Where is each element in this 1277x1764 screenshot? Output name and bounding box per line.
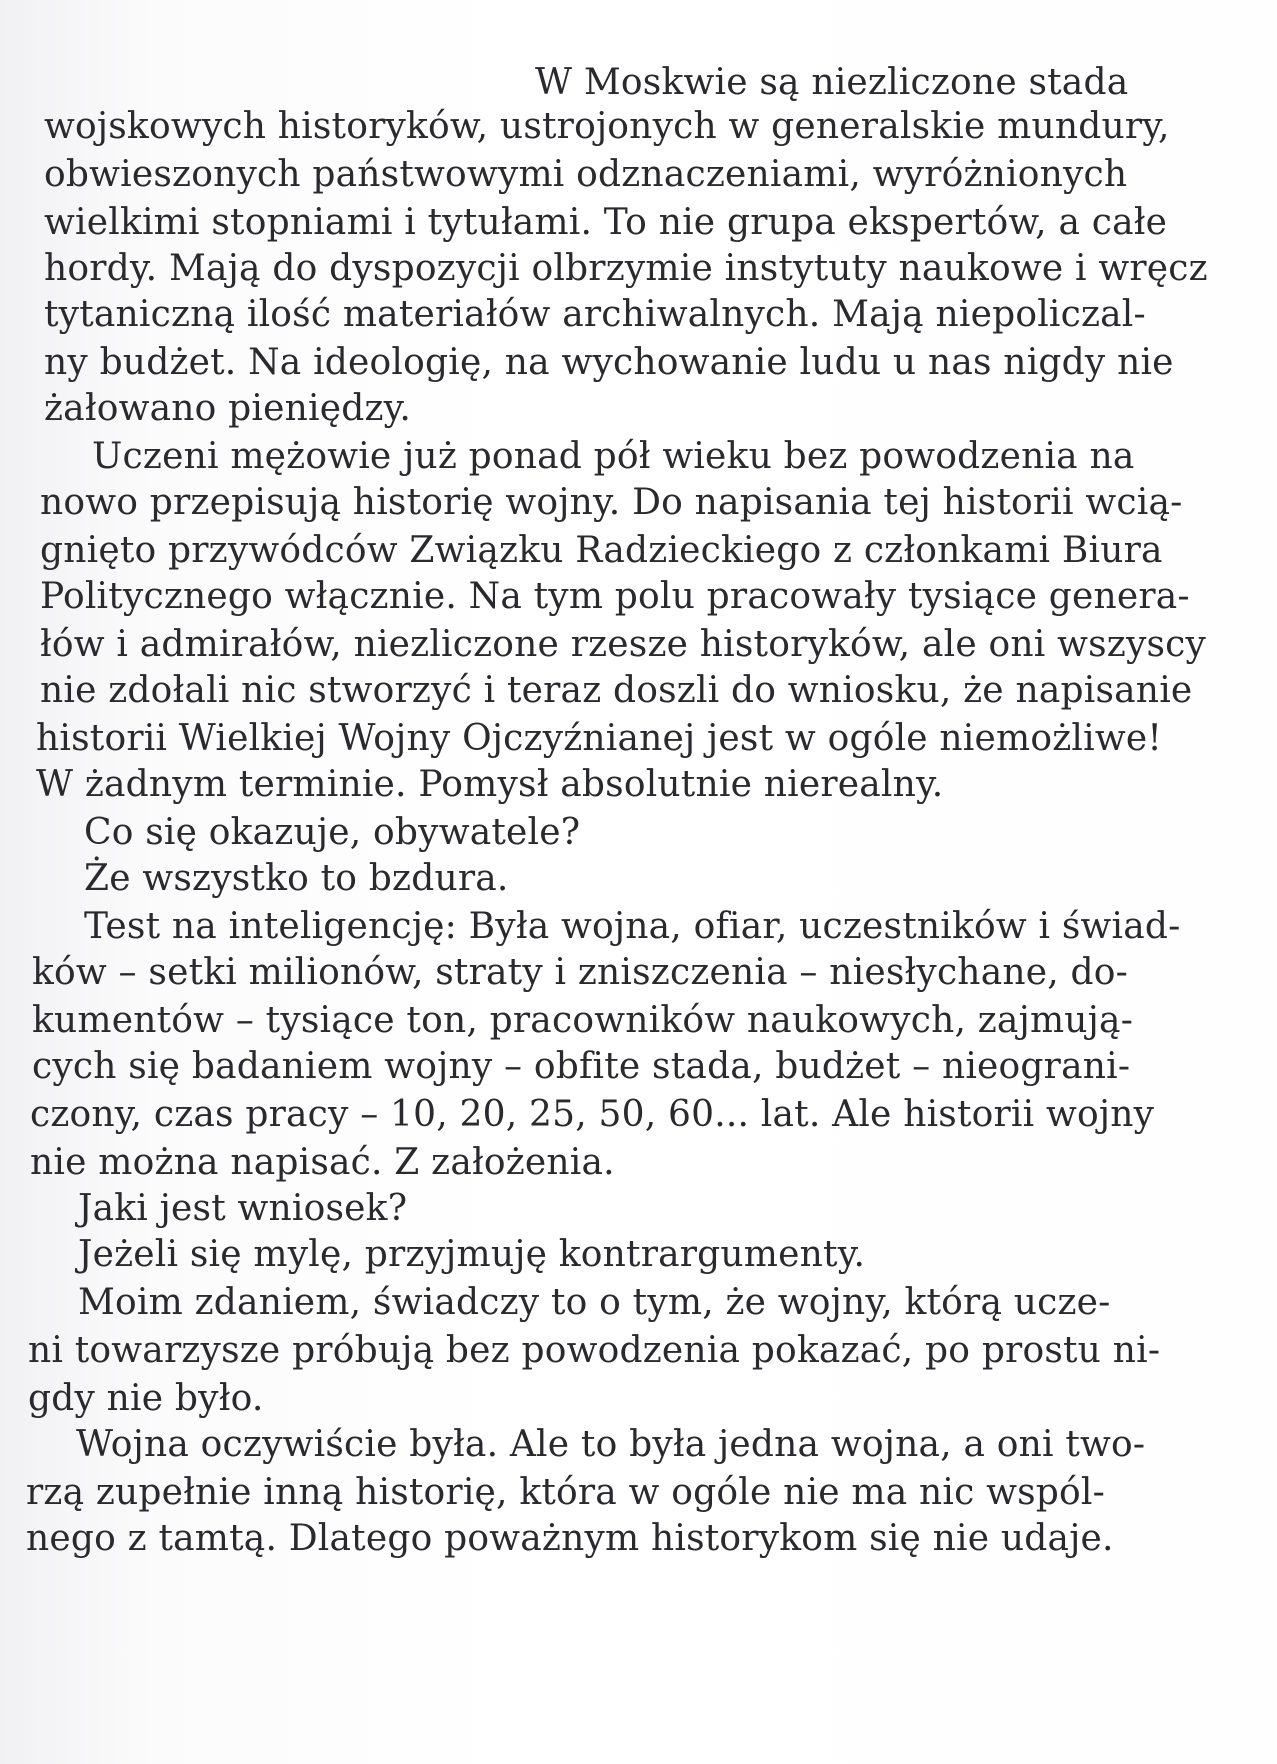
text-line: Uczeni mężowie już ponad pół wieku bez powodzenia na [92,436,1135,477]
text-line: Co się okazuje, obywatele? [84,812,581,853]
text-line: hordy. Mają do dyspozycji olbrzymie instytuty naukowe i wręcz [44,248,1208,289]
text-line: W żadnym terminie. Pomysł absolutnie nierealny. [36,764,944,805]
text-line: Test na inteligencję: Była wojna, ofiar, uczestników i świad- [84,906,1181,947]
text-line: rzą zupełnie inną historię, która w ogóle nie ma nic wspól- [26,1472,1105,1513]
text-line: ni towarzysze próbują bez powodzenia pokazać, po prostu ni- [28,1330,1161,1371]
text-line: Politycznego włącznie. Na tym polu pracowały tysiące genera- [40,576,1190,617]
text-line: cych się badaniem wojny – obfite stada, budżet – nieograni- [32,1046,1131,1087]
text-line: gnięto przywódców Związku Radzieckiego z członkami Biura [40,530,1163,571]
text-line: wojskowych historyków, ustrojonych w generalskie mundury, [44,106,1170,147]
text-line: obwieszonych państwowymi odznaczeniami, wyróżnionych [44,154,1128,195]
text-line: ny budżet. Na ideologię, na wychowanie ludu u nas nigdy nie [44,342,1174,383]
text-line: Wojna oczywiście była. Ale to była jedna wojna, a oni two- [76,1424,1146,1465]
text-line: żałowano pieniędzy. [44,388,412,429]
text-line: Że wszystko to bzdura. [84,858,509,899]
text-line: nego z tamtą. Dlatego poważnym historykom się nie udaje. [26,1518,1114,1559]
text-line: łów i admirałów, niezliczone rzesze historyków, ale oni wszyscy [40,624,1207,665]
text-line: nie zdołali nic stworzyć i teraz doszli do wniosku, że napisanie [40,670,1193,711]
text-line: wielkimi stopniami i tytułami. To nie grupa ekspertów, a całe [44,202,1168,243]
text-line: historii Wielkiej Wojny Ojczyźnianej jest w ogóle niemożliwe! [36,718,1163,759]
text-line: Jeżeli się mylę, przyjmuję kontrargumenty. [78,1234,866,1275]
text-line: W Moskwie są niezliczone stada [535,62,1129,103]
text-line: czony, czas pracy – 10, 20, 25, 50, 60... lat. Ale historii wojny [30,1094,1155,1135]
text-line: Moim zdaniem, świadczy to o tym, że wojny, którą ucze- [78,1282,1111,1323]
text-line: ków – setki milionów, straty i zniszczenia – niesłychane, do- [32,952,1129,993]
text-line: nie można napisać. Z założenia. [30,1142,615,1183]
text-line: nowo przepisują historię wojny. Do napisania tej historii wcią- [40,482,1183,523]
text-line: tytaniczną ilość materiałów archiwalnych. Mają niepoliczal- [44,294,1146,335]
text-line: gdy nie było. [28,1378,264,1419]
text-line: kumentów – tysiące ton, pracowników naukowych, zajmują- [32,1000,1134,1041]
text-line: Jaki jest wniosek? [78,1188,408,1229]
